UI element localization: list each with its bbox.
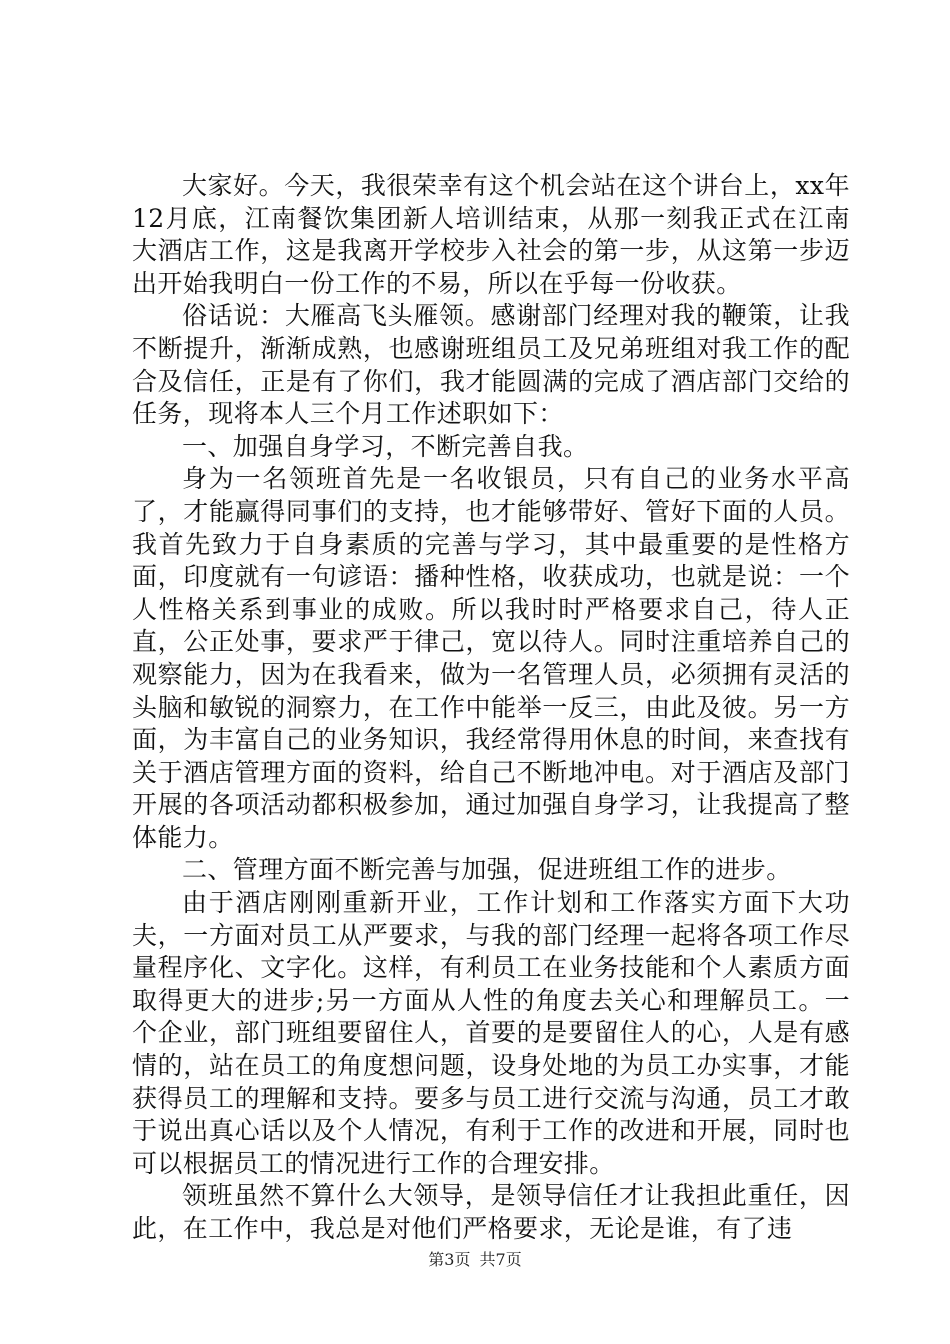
paragraph-self-study: 身为一名领班首先是一名收银员，只有自己的业务水平高了，才能赢得同事们的支持，也才能够带好、管好下面的人员。我首先致力于自身素质的完善与学习，其中最重要的是性格方面，印度就有一句谚语：播种性格，收获成功，也就是说：一个人性格关系到事业的成败。所以我时时严格要求自己，待人正直，公正处事，要求严于律己，宽以待人。同时注重培养自己的观察能力，因为在我看来，做为一名管理人员，必须拥有灵活的头脑和敏锐的洞察力，在工作中能举一反三，由此及彼。另一方面，为丰富自己的业务知识，我经常得用休息的时间，来查找有关于酒店管理方面的资料，给自己不断地冲电。对于酒店及部门开展的各项活动都积极参加，通过加强自身学习，让我提高了整体能力。 [132,464,850,852]
paragraph-management: 由于酒店刚刚重新开业，工作计划和工作落实方面下大功夫，一方面对员工从严要求，与我的部门经理一起将各项工作尽量程序化、文字化。这样，有利员工在业务技能和个人素质方面取得更大的进步;另一方面从人性的角度去关心和理解员工。一个企业，部门班组要留住人，首要的是要留住人的心，人是有感情的，站在员工的角度想问题，设身处地的为员工办实事，才能获得员工的理解和支持。要多与员工进行交流与沟通，员工才敢于说出真心话以及个人情况，有利于工作的改进和开展，同时也可以根据员工的情况进行工作的合理安排。 [132,888,850,1178]
page-total: 共7页 [479,1250,522,1269]
paragraph-thanks: 俗话说：大雁高飞头雁领。感谢部门经理对我的鞭策，让我不断提升，渐渐成熟，也感谢班组员工及兄弟班组对我工作的配合及信任，正是有了你们，我才能圆满的完成了酒店部门交给的任务，现将本人三个月工作述职如下： [132,301,850,429]
document-body [132,170,850,1246]
page-footer [0,1247,950,1270]
paragraph-greeting: 大家好。今天，我很荣幸有这个机会站在这个讲台上，xx年12月底，江南餐饮集团新人培训结束，从那一刻我正式在江南大酒店工作，这是我离开学校步入社会的第一步，从这第一步迈出开始我明白一份工作的不易，所以在乎每一份收获。 [132,171,850,298]
paragraph-team-lead: 领班虽然不算什么大领导，是领导信任才让我担此重任，因此，在工作中，我总是对他们严格要求，无论是谁，有了违 [132,1181,850,1243]
section-heading-2: 二、管理方面不断完善与加强，促进班组工作的进步。 [182,855,792,885]
section-heading-1: 一、加强自身学习，不断完善自我。 [182,431,589,461]
page-number: 第3页 [428,1250,471,1269]
